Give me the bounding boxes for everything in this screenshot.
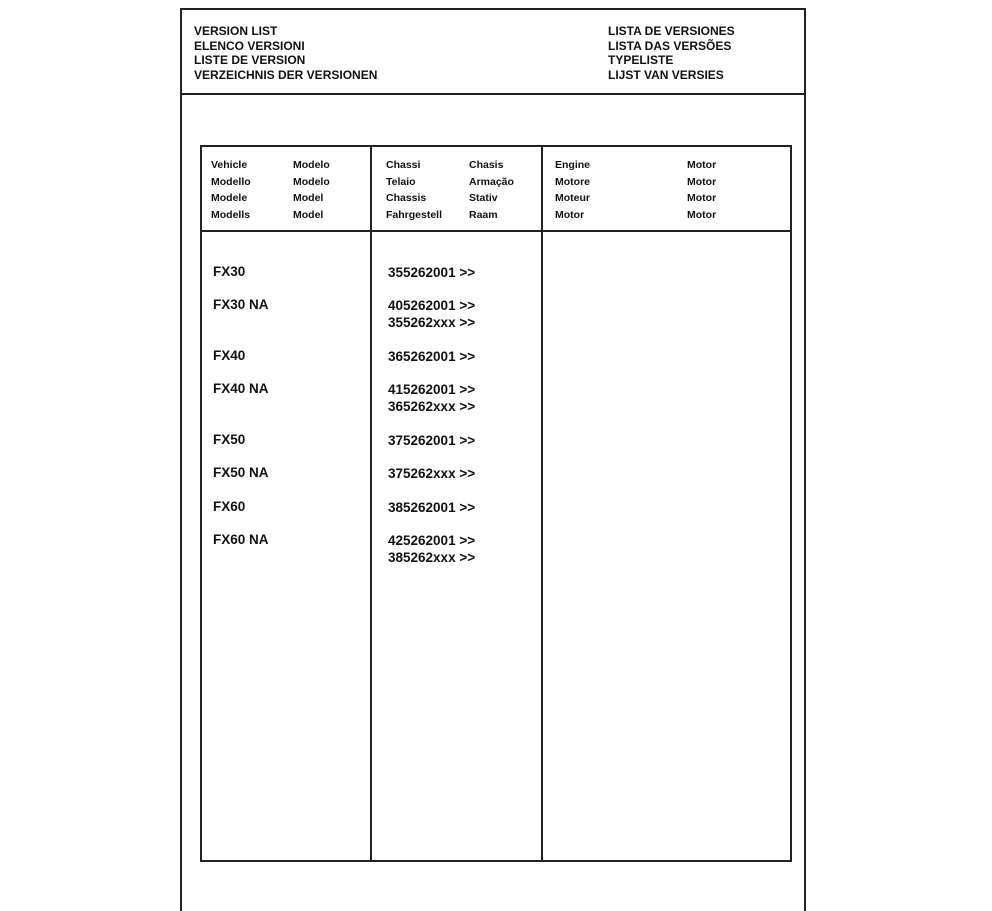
header-title: LIJST VAN VERSIES xyxy=(608,67,724,82)
model-name: FX60 xyxy=(213,499,246,514)
chassis-number: 405262001 >> xyxy=(388,298,476,313)
column-header-engine xyxy=(687,157,716,224)
chassis-numbers xyxy=(388,465,475,482)
column-header-label: Model xyxy=(293,209,324,222)
header-title: ELENCO VERSIONI xyxy=(194,38,305,53)
chassis-numbers xyxy=(388,264,475,281)
model-name: FX50 xyxy=(213,432,246,447)
column-header-model xyxy=(293,157,330,224)
column-header-label: Chassis xyxy=(386,192,427,205)
model-name: FX40 NA xyxy=(213,381,269,396)
header-title: TYPELISTE xyxy=(608,53,674,67)
column-header-label: Modelo xyxy=(293,175,330,188)
column-header-label: Fahrgestell xyxy=(386,209,443,222)
model-name: FX30 NA xyxy=(213,297,269,312)
column-header-model xyxy=(211,157,251,224)
column-header-label: Armação xyxy=(469,175,514,188)
column-header-label: Motor xyxy=(687,192,717,205)
chassis-numbers xyxy=(388,348,475,365)
header-title: LISTA DAS VERSÕES xyxy=(608,38,732,53)
column-header-label: Vehicle xyxy=(211,159,248,171)
column-header-label: Motor xyxy=(687,175,717,188)
column-header-label: Model xyxy=(293,192,324,205)
column-header-label: Motor xyxy=(555,209,585,222)
column-header-chassis xyxy=(469,157,514,224)
version-table xyxy=(200,145,792,862)
chassis-numbers xyxy=(388,499,475,516)
column-header-label: Telaio xyxy=(386,175,416,188)
header-titles-right xyxy=(608,24,735,82)
chassis-number: 375262001 >> xyxy=(388,433,476,448)
chassis-number: 415262001 >> xyxy=(388,382,476,397)
header-title: VERZEICHNIS DER VERSIONEN xyxy=(194,67,378,82)
chassis-number: 425262001 >> xyxy=(388,533,476,548)
document-page xyxy=(180,8,806,911)
header-title: LISTE DE VERSION xyxy=(194,53,306,67)
model-name: FX50 NA xyxy=(213,465,269,480)
model-name: FX40 xyxy=(213,348,246,363)
column-header-label: Modello xyxy=(211,175,251,188)
column-header-label: Chasis xyxy=(469,159,504,171)
chassis-numbers xyxy=(388,297,475,331)
column-header-label: Stativ xyxy=(469,192,498,205)
column-header-label: Chassi xyxy=(386,159,421,171)
model-name: FX60 NA xyxy=(213,532,269,547)
chassis-numbers xyxy=(388,381,475,415)
chassis-number: 375262xxx >> xyxy=(388,466,476,481)
chassis-number: 385262001 >> xyxy=(388,500,476,515)
header-title: VERSION LIST xyxy=(194,24,278,38)
column-header-label: Motore xyxy=(555,175,590,188)
chassis-number: 385262xxx >> xyxy=(388,550,476,565)
column-header-label: Modelo xyxy=(293,159,330,171)
column-header-chassis xyxy=(386,157,442,224)
chassis-number: 355262xxx >> xyxy=(388,315,476,330)
chassis-number: 365262001 >> xyxy=(388,349,476,364)
column-header-label: Motor xyxy=(687,159,717,171)
column-divider xyxy=(541,147,543,860)
page-header xyxy=(182,10,804,95)
column-header-label: Modells xyxy=(211,209,251,222)
header-title: LISTA DE VERSIONES xyxy=(608,24,735,38)
model-name: FX30 xyxy=(213,264,246,279)
header-divider xyxy=(202,230,790,232)
chassis-numbers xyxy=(388,432,475,449)
column-divider xyxy=(370,147,372,860)
chassis-number: 365262xxx >> xyxy=(388,399,476,414)
column-header-label: Modele xyxy=(211,192,248,205)
chassis-number: 355262001 >> xyxy=(388,265,476,280)
column-header-label: Raam xyxy=(469,209,498,222)
chassis-numbers xyxy=(388,532,475,566)
column-header-label: Engine xyxy=(555,159,591,171)
column-header-label: Motor xyxy=(687,209,717,222)
column-header-label: Moteur xyxy=(555,192,590,205)
column-header-engine xyxy=(555,157,590,224)
header-titles-left xyxy=(194,24,377,82)
